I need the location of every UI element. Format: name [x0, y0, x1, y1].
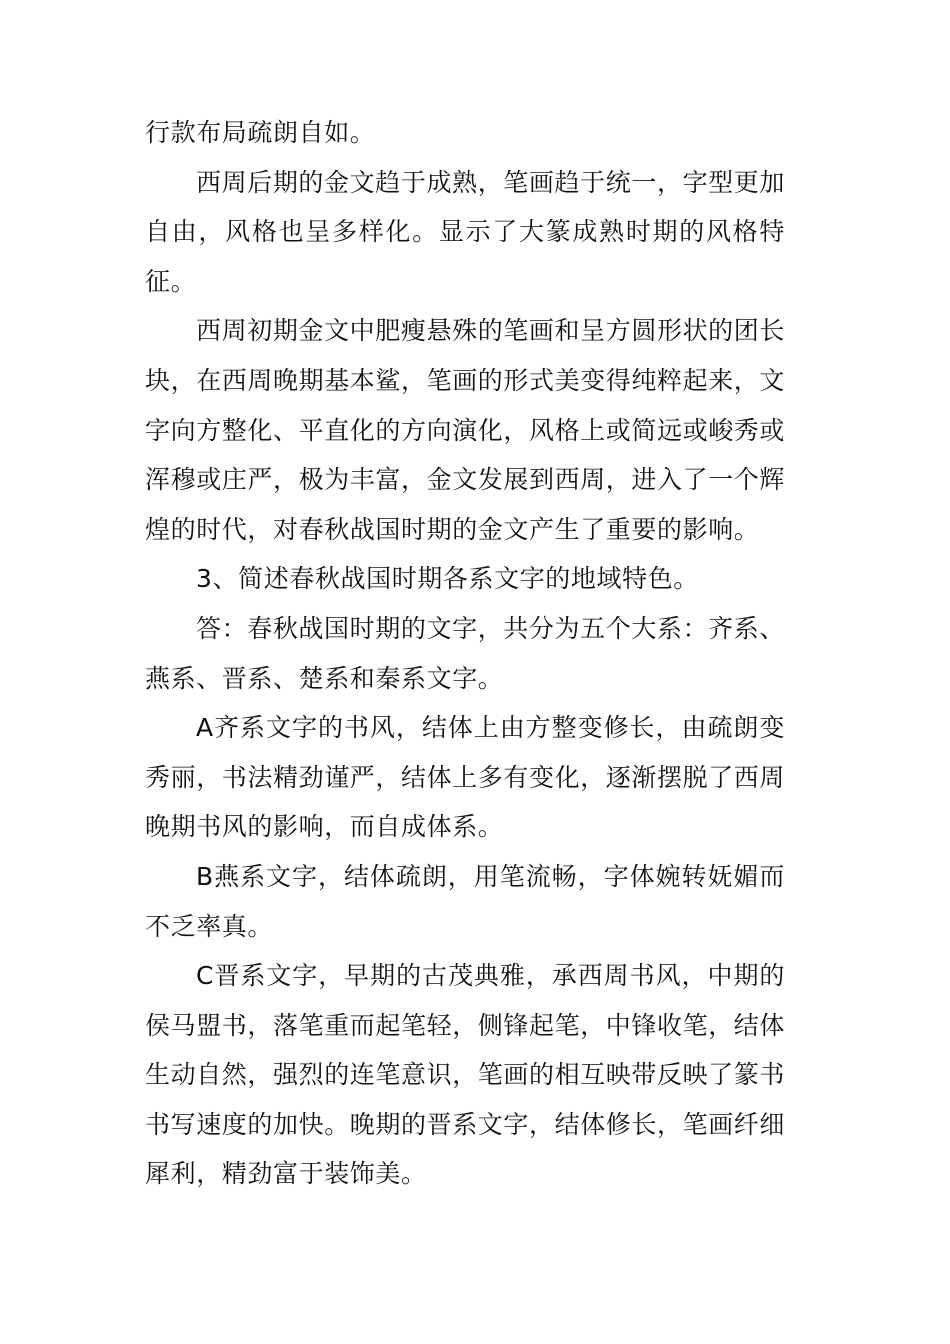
question-heading: 3、简述春秋战国时期各系文字的地域特色。	[196, 564, 699, 594]
paragraph-yan-system: B燕系文字，结体疏朗，用笔流畅，字体婉转妩媚而不乏率真。	[145, 861, 785, 941]
paragraph-jin-system: C晋系文字，早期的古茂典雅，承西周书风，中期的侯马盟书，落笔重而起笔轻，侧锋起笔，中锋收笔，结体生动自然，强烈的连笔意识，笔画的相互映带反映了篆书书写速度的加快。晚期的晋系文字，结体修长，笔画纤细犀利，精劲富于装饰美。	[145, 961, 786, 1189]
document-body	[145, 108, 785, 1199]
paragraph-qi-system: A齐系文字的书风，结体上由方整变修长，由疏朗变秀丽，书法精劲谨严，结体上多有变化，逐渐摆脱了西周晚期书风的影响，而自成体系。	[145, 713, 786, 842]
paragraph-continuation: 行款布局疏朗自如。	[145, 118, 376, 147]
answer-intro: 答：春秋战国时期的文字，共分为五个大系：齐系、燕系、晋系、楚系和秦系文字。	[145, 613, 785, 693]
paragraph-early-western-zhou: 西周初期金文中肥瘦悬殊的笔画和呈方圆形状的团长块，在西周晚期基本鲨，笔画的形式美变得纯粹起来，文字向方整化、平直化的方向演化，风格上或简远或峻秀或浑穆或庄严，极为丰富，金文发展到西周，进入了一个辉煌的时代，对春秋战国时期的金文产生了重要的影响。	[145, 316, 786, 544]
paragraph-late-western-zhou: 西周后期的金文趋于成熟，笔画趋于统一，字型更加自由，风格也呈多样化。显示了大篆成熟时期的风格特征。	[145, 167, 785, 296]
